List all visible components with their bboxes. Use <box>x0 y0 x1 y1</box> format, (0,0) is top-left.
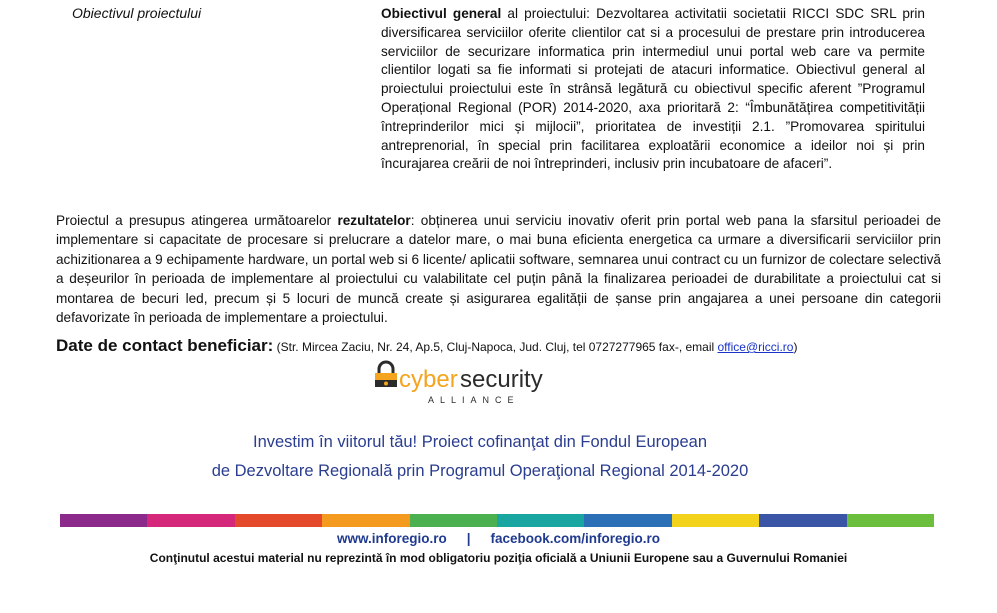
contact-label: Date de contact beneficiar: <box>56 336 274 355</box>
padlock-icon <box>375 362 397 387</box>
results-paragraph <box>56 211 941 327</box>
logo-graphic <box>374 360 584 408</box>
inforegio-link[interactable]: www.inforegio.ro <box>336 531 447 546</box>
logo-word-security: security <box>460 366 543 393</box>
logo-sub-alliance: ALLIANCE <box>428 395 520 405</box>
color-stripe-segment <box>60 514 147 527</box>
cybersecurity-alliance-logo <box>374 360 584 408</box>
results-bold-word: rezultatelor <box>337 213 411 228</box>
contact-line <box>56 335 941 358</box>
contact-email-link[interactable]: office@ricci.ro <box>717 340 794 354</box>
color-stripe-segment <box>759 514 846 527</box>
facebook-link[interactable]: facebook.com/inforegio.ro <box>490 531 661 546</box>
color-stripe-segment <box>672 514 759 527</box>
results-intro: Proiectul a presupus atingerea următoarelor <box>56 213 338 228</box>
objective-paragraph <box>381 5 925 174</box>
contact-closing: ) <box>793 340 798 354</box>
color-stripe-segment <box>147 514 234 527</box>
funding-line-1: Investim în viitorul tău! Proiect cofinanţat din Fondul European <box>253 433 707 451</box>
objective-bold-lead: Obiectivul general <box>381 6 502 21</box>
footer-links <box>0 531 997 546</box>
funding-line-2: de Dezvoltare Regională prin Programul Operaţional Regional 2014-2020 <box>211 462 749 480</box>
color-stripe-segment <box>322 514 409 527</box>
footer-separator: | <box>466 531 471 546</box>
objective-text: al proiectului: Dezvoltarea activitatii societatii RICCI SDC SRL prin diversificarea serviciilor oferite clientilor cat si a procesului de prestare prin introducerea serviciilor de securizare informatica prin intermediul unui portal web care va permite clientilor logati sa fie informati si protejati de atacuri informatice. Obiectivul general al proiectului proiectului este în strânsă legătură cu obiectivul specific aferent ”Programul Operațional Regional (POR) 2014-2020, axa prioritară 2: “Îmbunătățirea competitivității întreprinderilor mici și mijlocii”, prioritatea de investiții 2.1. ”Promovarea spiritului antreprenorial, în special prin facilitarea exploatării economice a ideilor noi și prin încurajarea creării de noi întreprinderi, inclusiv prin incubatoare de afaceri”. <box>381 6 925 172</box>
objective-label: Obiectivul proiectului <box>72 5 202 21</box>
results-text: : obținerea unui serviciu inovativ oferit prin portal web pana la sfarsitul perioadei de implementare si capacitate de procesare si prelucrare a datelor mare, o mai buna eficienta energetica ca urmare a diversificarii serviciilor prin achizitionarea a 9 echipamente hardware, un portal web si 6 licente/ aplicatii software, semnarea unui contract cu un furnizor de colectare selectivă a deșeurilor în perioada de implementare al proiectului cu valabilitate cel puțin până la finalizarea perioadei de durabilitate a proiectului cat si montarea de becuri led, precum și 5 locuri de muncă create și asigurarea egalității de șanse prin angajarea a unei persoane din categorii defavorizate în perioada de implementare a proiectului. <box>56 213 941 326</box>
contact-details: (Str. Mircea Zaciu, Nr. 24, Ap.5, Cluj-Napoca, Jud. Cluj, tel 0727277965 fax-, email <box>273 340 718 354</box>
color-stripe-segment <box>584 514 671 527</box>
logo-word-cyber: cyber <box>399 366 458 393</box>
footer-disclaimer: Conţinutul acestui material nu reprezintă în mod obligatoriu poziţia oficială a Uniunii Europene sau a Guvernului Romaniei <box>149 551 848 565</box>
color-stripe-segment <box>497 514 584 527</box>
color-stripe-segment <box>847 514 934 527</box>
color-stripe-segment <box>235 514 322 527</box>
color-stripe-segment <box>410 514 497 527</box>
color-stripe-bar <box>60 514 934 527</box>
